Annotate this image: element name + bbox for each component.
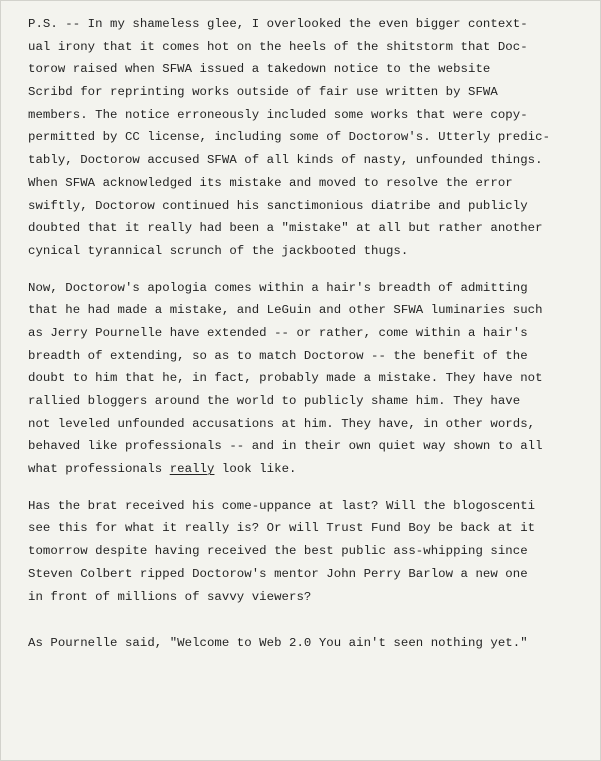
text-line: tomorrow despite having received the best public ass-whipping since xyxy=(28,544,528,559)
text-line: doubt to him that he, in fact, probably made a mistake. They have not xyxy=(28,371,543,386)
text-line: Now, Doctorow's apologia comes within a hair's breadth of admitting xyxy=(28,280,528,295)
text-line: When SFWA acknowledged its mistake and moved to resolve the error xyxy=(28,175,513,190)
underlined-word: really xyxy=(169,462,215,477)
text-line: members. The notice erroneously included some works that were copy- xyxy=(28,107,528,122)
text-line: torow raised when SFWA issued a takedown notice to the website xyxy=(28,62,491,77)
text-line: doubted that it really had been a "mistake" at all but rather another xyxy=(28,221,543,236)
text-line: in front of millions of savvy viewers? xyxy=(28,589,312,604)
text-line: Scribd for reprinting works outside of fair use written by SFWA xyxy=(28,85,498,100)
text-line: breadth of extending, so as to match Doctorow -- the benefit of the xyxy=(28,348,528,363)
text-line: Has the brat received his come-uppance at last? Will the blogoscenti xyxy=(28,498,536,513)
paragraph-closing-quote xyxy=(28,632,588,655)
text-line: P.S. -- In my shameless glee, I overlooked the even bigger context- xyxy=(28,17,528,31)
text-line: that he had made a mistake, and LeGuin and other SFWA luminaries such xyxy=(28,303,543,318)
text-line: not leveled unfounded accusations at him. They have, in other words, xyxy=(28,416,536,431)
text-line: permitted by CC license, including some of Doctorow's. Utterly predic- xyxy=(28,130,551,145)
paragraph-postscript xyxy=(28,13,588,263)
text-line: behaved like professionals -- and in their own quiet way shown to all xyxy=(28,439,543,454)
text-line: ual irony that it comes hot on the heels of the shitstorm that Doc- xyxy=(28,39,528,54)
paragraph-apologia xyxy=(28,277,588,481)
text-line xyxy=(28,458,588,481)
text-line: As Pournelle said, "Welcome to Web 2.0 You ain't seen nothing yet." xyxy=(28,636,528,651)
text-line: see this for what it really is? Or will Trust Fund Boy be back at it xyxy=(28,521,536,536)
text-line: tably, Doctorow accused SFWA of all kinds of nasty, unfounded things. xyxy=(28,153,543,168)
text-segment: what professionals xyxy=(28,462,170,477)
typescript-text xyxy=(28,13,588,655)
text-line: swiftly, Doctorow continued his sanctimonious diatribe and publicly xyxy=(28,198,528,213)
paragraph-questions xyxy=(28,495,588,608)
text-line: as Jerry Pournelle have extended -- or rather, come within a hair's xyxy=(28,325,528,340)
text-line: rallied bloggers around the world to publicly shame him. They have xyxy=(28,394,521,408)
text-line: cynical tyrannical scrunch of the jackbooted thugs. xyxy=(28,243,409,258)
text-line: Steven Colbert ripped Doctorow's mentor John Perry Barlow a new one xyxy=(28,566,528,581)
text-segment: look like. xyxy=(214,462,297,477)
